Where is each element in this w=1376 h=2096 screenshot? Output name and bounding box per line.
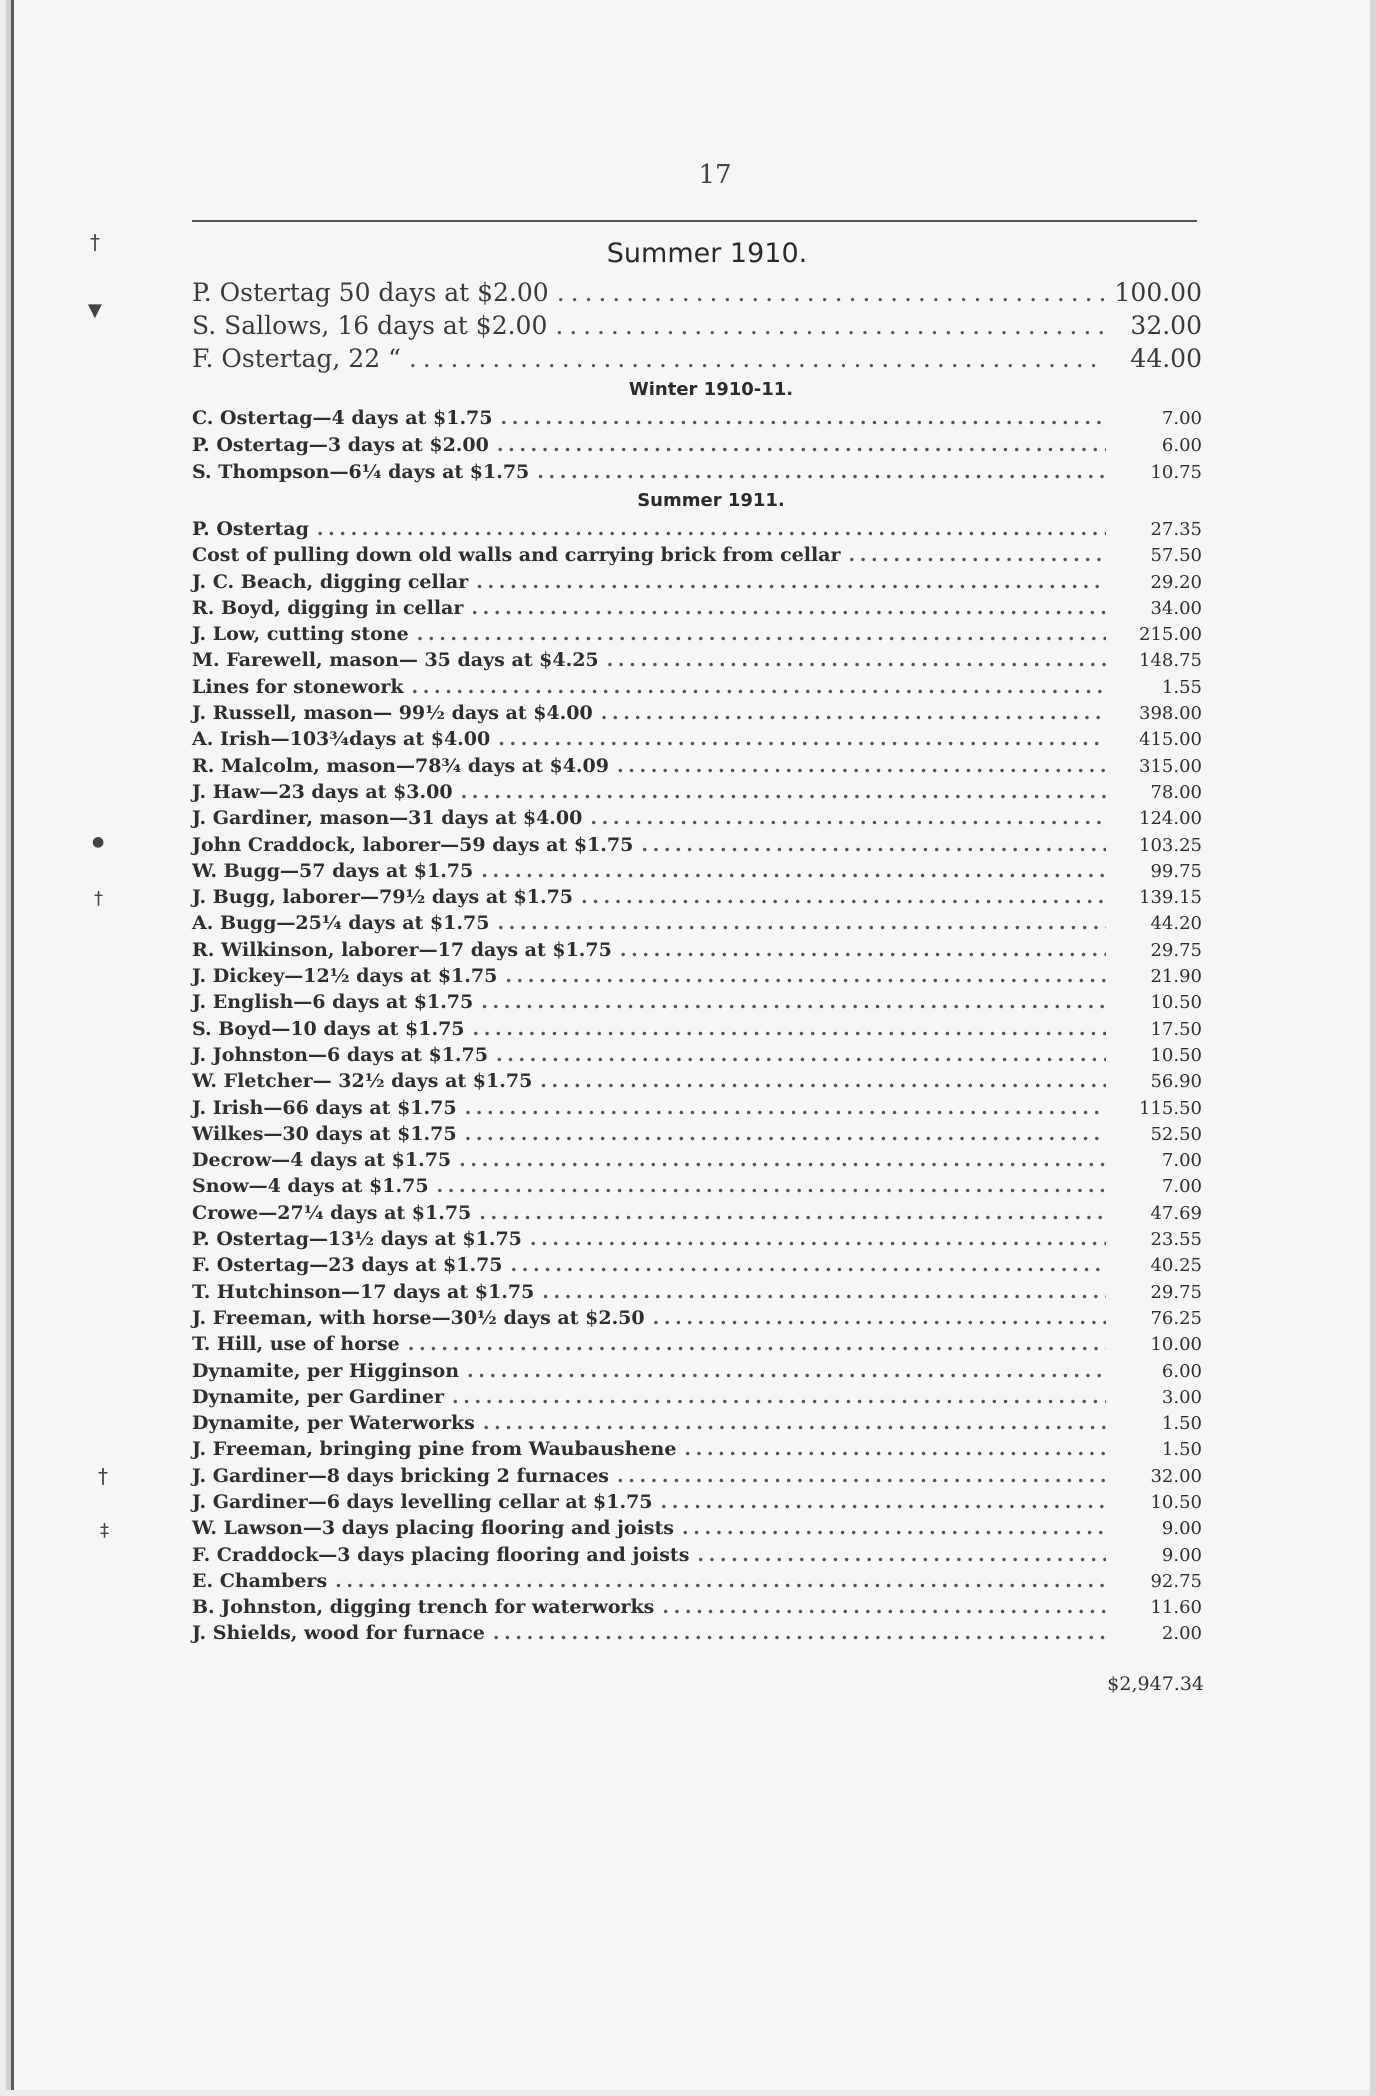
leader-dots [497,910,1106,936]
leader-dots [590,805,1106,831]
row-amount: 17.50 [1150,1018,1202,1040]
row-description: S. Sallows, 16 days at $2.00 [192,311,548,340]
row-description: A. Bugg—25¼ days at $1.75 [192,912,490,935]
section-rows [192,405,1202,486]
leader-dots [412,674,1106,700]
leader-dots [661,1489,1106,1515]
leader-dots [465,1121,1106,1147]
leader-dots [641,832,1106,858]
row-amount: 9.00 [1161,1518,1202,1540]
row-amount: 3.00 [1161,1386,1202,1408]
ledger-row [192,1515,1202,1541]
leader-dots [511,1252,1106,1278]
leader-dots [417,621,1106,647]
leader-dots [530,1226,1106,1252]
row-description: W. Bugg—57 days at $1.75 [192,859,474,882]
section-rows [192,276,1202,375]
row-amount: 29.75 [1150,939,1202,961]
leader-dots [555,309,1106,342]
row-amount: 139.15 [1139,887,1202,909]
row-description: J. Russell, mason— 99½ days at $4.00 [192,702,593,725]
ledger-row [192,516,1202,542]
ledger-row [192,542,1202,568]
row-description: F. Ostertag, 22 “ [192,344,401,373]
row-amount: 29.20 [1150,571,1202,593]
section-heading: Winter 1910-11. [628,379,794,400]
ledger-row [192,459,1202,486]
row-description: J. English—6 days at $1.75 [192,991,474,1014]
leader-dots [483,1410,1106,1436]
row-amount: 6.00 [1161,435,1202,456]
ledger-row [192,1436,1202,1462]
ledger-row [192,569,1202,595]
leader-dots [467,1358,1106,1384]
ledger-row [192,805,1202,831]
leader-dots [471,595,1106,621]
leader-dots [684,1436,1106,1462]
row-amount: 57.50 [1150,545,1202,567]
leader-dots [335,1568,1106,1594]
leader-dots [437,1173,1106,1199]
row-amount: 29.75 [1150,1281,1202,1303]
row-amount: 115.50 [1139,1097,1202,1119]
ledger-row [192,647,1202,673]
ledger-row [192,405,1202,432]
page-number: 17 [698,160,732,190]
leader-dots [408,1331,1106,1357]
ledger-row [192,276,1202,309]
leader-dots [620,937,1106,963]
leader-dots [501,405,1107,432]
row-description: R. Boyd, digging in cellar [192,596,464,619]
page-edge [1370,0,1376,2096]
section-heading: Summer 1910. [606,238,808,269]
row-description: T. Hill, use of horse [192,1333,400,1356]
row-amount: 9.00 [1161,1544,1202,1566]
leader-dots [452,1384,1106,1410]
row-amount: 10.75 [1150,462,1202,483]
ledger-row [192,1463,1202,1489]
ledger-row [192,1226,1202,1252]
row-amount: 7.00 [1161,1176,1202,1198]
row-amount: 11.60 [1150,1597,1202,1619]
section-heading: Summer 1911. [637,490,785,511]
row-description: J. Shields, wood for furnace [192,1622,485,1645]
row-description: M. Farewell, mason— 35 days at $4.25 [192,649,599,672]
row-description: J. Johnston—6 days at $1.75 [192,1043,488,1066]
row-amount: 215.00 [1139,624,1202,646]
leader-dots [662,1594,1106,1620]
ledger-row [192,595,1202,621]
row-amount: 23.55 [1150,1229,1202,1251]
row-description: Decrow—4 days at $1.75 [192,1149,452,1172]
leader-dots [317,516,1106,542]
ledger-row [192,1068,1202,1094]
leader-dots [496,1042,1106,1068]
row-amount: 32.00 [1130,311,1202,340]
margin-mark: ● [92,834,105,850]
row-amount: 52.50 [1150,1123,1202,1145]
ledger-row [192,937,1202,963]
row-amount: 10.50 [1150,1044,1202,1066]
leader-dots [476,569,1106,595]
section-summer-1910 [192,232,1202,375]
row-description: P. Ostertag—13½ days at $1.75 [192,1228,522,1251]
row-description: J. C. Beach, digging cellar [192,570,469,593]
row-description: P. Ostertag 50 days at $2.00 [192,278,549,307]
leader-dots [481,989,1106,1015]
row-amount: 40.25 [1150,1255,1202,1277]
row-description: J. Gardiner, mason—31 days at $4.00 [192,807,583,830]
row-description: B. Johnston, digging trench for waterworks [192,1596,655,1619]
leader-dots [461,779,1106,805]
leader-dots [473,1016,1106,1042]
row-description: J. Irish—66 days at $1.75 [192,1096,457,1119]
row-amount: 2.00 [1161,1623,1202,1645]
ledger [192,150,1202,1695]
page [14,0,1370,2090]
row-description: W. Fletcher— 32½ days at $1.75 [192,1070,533,1093]
leader-dots [459,1147,1106,1173]
row-amount: 21.90 [1150,966,1202,988]
row-amount: 76.25 [1150,1307,1202,1329]
row-description: Dynamite, per Higginson [192,1359,460,1382]
row-description: P. Ostertag—3 days at $2.00 [192,434,489,456]
row-description: John Craddock, laborer—59 days at $1.75 [192,833,634,856]
row-amount: 10.50 [1150,992,1202,1014]
row-description: R. Malcolm, mason—78¾ days at $4.09 [192,754,609,777]
row-amount: 1.55 [1161,676,1202,698]
leader-dots [465,1095,1106,1121]
row-description: F. Ostertag—23 days at $1.75 [192,1254,503,1277]
leader-dots [653,1305,1106,1331]
leader-dots [497,432,1106,459]
row-amount: 44.00 [1130,344,1202,373]
row-description: Lines for stonework [192,675,404,698]
row-description: E. Chambers [192,1569,328,1592]
ledger-row [192,1200,1202,1226]
ledger-row [192,1594,1202,1620]
margin-mark: † [90,230,100,254]
row-amount: 124.00 [1139,808,1202,830]
row-description: Cost of pulling down old walls and carrying brick from cellar [192,544,841,567]
leader-dots [697,1542,1106,1568]
row-description: A. Irish—103¾days at $4.00 [192,728,491,751]
margin-mark: † [98,1464,108,1488]
row-description: J. Dickey—12½ days at $1.75 [192,965,498,988]
row-description: F. Craddock—3 days placing flooring and joists [192,1543,690,1566]
row-amount: 27.35 [1150,519,1202,540]
header-rule [192,220,1197,222]
row-amount: 34.00 [1150,597,1202,619]
ledger-row [192,1568,1202,1594]
row-amount: 415.00 [1139,729,1202,751]
section-summer-1911 [192,486,1202,1647]
row-amount: 1.50 [1161,1413,1202,1435]
row-amount: 7.00 [1161,1150,1202,1172]
ledger-row [192,1358,1202,1384]
leader-dots [542,1279,1106,1305]
leader-dots [849,542,1106,568]
row-amount: 103.25 [1139,834,1202,856]
leader-dots [557,276,1106,309]
ledger-row [192,1016,1202,1042]
ledger-row [192,1410,1202,1436]
leader-dots [505,963,1106,989]
ledger-row [192,1147,1202,1173]
ledger-row [192,1252,1202,1278]
row-description: J. Haw—23 days at $3.00 [192,780,453,803]
leader-dots [540,1068,1106,1094]
leader-dots [581,884,1106,910]
ledger-row [192,1489,1202,1515]
row-description: Dynamite, per Gardiner [192,1385,445,1408]
row-amount: 78.00 [1150,781,1202,803]
margin-mark: ‡ [100,1520,109,1541]
ledger-row [192,910,1202,936]
row-description: Dynamite, per Waterworks [192,1412,475,1435]
row-description: S. Boyd—10 days at $1.75 [192,1017,465,1040]
leader-dots [409,342,1106,375]
ledger-row [192,753,1202,779]
row-description: J. Bugg, laborer—79½ days at $1.75 [192,886,574,909]
row-amount: 1.50 [1161,1439,1202,1461]
ledger-row [192,309,1202,342]
grand-total: $2,947.34 [1107,1672,1204,1695]
margin-mark: ▼ [88,300,102,321]
leader-dots [493,1620,1106,1646]
ledger-row [192,674,1202,700]
leader-dots [682,1515,1106,1541]
leader-dots [479,1200,1106,1226]
ledger-row [192,1121,1202,1147]
row-description: J. Low, cutting stone [192,623,409,646]
ledger-row [192,989,1202,1015]
row-amount: 100.00 [1114,278,1202,307]
ledger-row [192,1620,1202,1646]
leader-dots [617,1463,1106,1489]
row-description: S. Thompson—6¼ days at $1.75 [192,461,530,483]
row-amount: 10.00 [1150,1334,1202,1356]
ledger-row [192,963,1202,989]
row-amount: 6.00 [1161,1360,1202,1382]
leader-dots [601,700,1106,726]
ledger-row [192,858,1202,884]
ledger-row [192,1384,1202,1410]
ledger-row [192,1042,1202,1068]
row-amount: 56.90 [1150,1071,1202,1093]
section-rows [192,516,1202,1647]
ledger-row [192,884,1202,910]
row-description: J. Freeman, with horse—30½ days at $2.50 [192,1306,645,1329]
leader-dots [537,459,1106,486]
row-description: C. Ostertag—4 days at $1.75 [192,407,493,429]
ledger-row [192,1095,1202,1121]
ledger-row [192,432,1202,459]
ledger-row [192,621,1202,647]
ledger-row [192,1542,1202,1568]
row-amount: 315.00 [1139,755,1202,777]
leader-dots [617,753,1106,779]
row-description: T. Hutchinson—17 days at $1.75 [192,1280,535,1303]
row-description: Wilkes—30 days at $1.75 [192,1122,457,1145]
row-amount: 7.00 [1161,408,1202,429]
ledger-row [192,726,1202,752]
row-amount: 47.69 [1150,1202,1202,1224]
row-description: J. Gardiner—8 days bricking 2 furnaces [192,1464,609,1487]
row-amount: 148.75 [1139,650,1202,672]
ledger-row [192,779,1202,805]
leader-dots [607,647,1106,673]
ledger-row [192,1305,1202,1331]
row-description: J. Freeman, bringing pine from Waubaushene [192,1438,677,1461]
ledger-row [192,832,1202,858]
ledger-row [192,1279,1202,1305]
ledger-row [192,1331,1202,1357]
row-description: R. Wilkinson, laborer—17 days at $1.75 [192,938,612,961]
leader-dots [498,726,1106,752]
row-amount: 44.20 [1150,913,1202,935]
row-amount: 99.75 [1150,860,1202,882]
row-description: P. Ostertag [192,518,309,540]
row-description: Crowe—27¼ days at $1.75 [192,1201,472,1224]
row-amount: 92.75 [1150,1570,1202,1592]
row-description: W. Lawson—3 days placing flooring and joists [192,1517,674,1540]
margin-mark: † [94,888,103,909]
section-winter-1910-11 [192,375,1202,486]
row-amount: 10.50 [1150,1491,1202,1513]
ledger-row [192,1173,1202,1199]
row-amount: 398.00 [1139,703,1202,725]
ledger-row [192,342,1202,375]
row-description: Snow—4 days at $1.75 [192,1175,429,1198]
row-description: J. Gardiner—6 days levelling cellar at $1.75 [192,1490,653,1513]
row-amount: 32.00 [1150,1465,1202,1487]
leader-dots [481,858,1106,884]
ledger-row [192,700,1202,726]
